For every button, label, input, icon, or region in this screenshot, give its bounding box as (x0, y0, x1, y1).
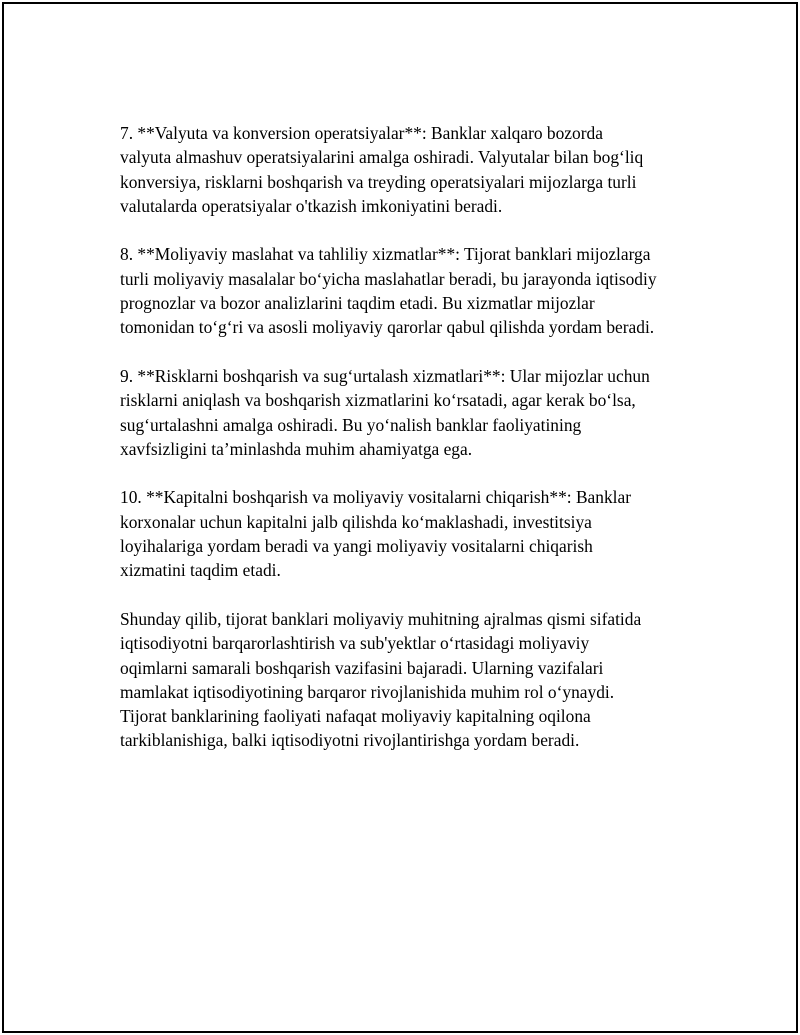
text-line: prognozlar va bozor analizlarini taqdim etadi. Bu xizmatlar mijozlar (120, 293, 595, 314)
paragraph-risk-management (120, 364, 710, 461)
text-line: xavfsizligini ta’minlashda muhim ahamiyatga ega. (120, 438, 473, 459)
text-line: valutalarda operatsiyalar o'tkazish imkoniyatini beradi. (120, 195, 503, 216)
text-line: loyihalariga yordam beradi va yangi moliyaviy vositalarni chiqarish (120, 536, 593, 557)
paragraph-financial-advice (120, 242, 710, 339)
paragraph-conclusion (120, 607, 710, 753)
text-line: sug‘urtalashni amalga oshiradi. Bu yo‘nalish banklar faoliyatining (120, 414, 582, 435)
text-line: 9. **Risklarni boshqarish va sug‘urtalash xizmatlari**: Ular mijozlar uchun (120, 365, 650, 386)
text-line: tomonidan to‘g‘ri va asosli moliyaviy qarorlar qabul qilishda yordam beradi. (120, 317, 655, 338)
document-body (120, 121, 710, 777)
text-line: xizmatini taqdim etadi. (120, 560, 281, 581)
text-line: mamlakat iqtisodiyotining barqaror rivojlanishida muhim rol o‘ynaydi. (120, 681, 615, 702)
text-line: konversiya, risklarni boshqarish va treyding operatsiyalari mijozlarga turli (120, 171, 637, 192)
text-line: 8. **Moliyaviy maslahat va tahliliy xizmatlar**: Tijorat banklari mijozlarga (120, 244, 651, 265)
text-line: tarkiblanishiga, balki iqtisodiyotni rivojlantirishga yordam beradi. (120, 730, 580, 751)
text-line: valyuta almashuv operatsiyalarini amalga oshiradi. Valyutalar bilan bog‘liq (120, 147, 644, 168)
text-line: oqimlarni samarali boshqarish vazifasini bajaradi. Ularning vazifalari (120, 657, 604, 678)
text-line: 7. **Valyuta va konversion operatsiyalar**: Banklar xalqaro bozorda (120, 123, 603, 143)
text-line: 10. **Kapitalni boshqarish va moliyaviy vositalarni chiqarish**: Banklar (120, 487, 631, 508)
text-line: Tijorat banklarining faoliyati nafaqat moliyaviy kapitalning oqilona (120, 706, 591, 727)
text-line: Shunday qilib, tijorat banklari moliyaviy muhitning ajralmas qismi sifatida (120, 608, 642, 629)
text-line: korxonalar uchun kapitalni jalb qilishda ko‘maklashadi, investitsiya (120, 511, 592, 532)
page-frame (2, 2, 798, 1033)
text-line: turli moliyaviy masalalar bo‘yicha maslahatlar beradi, bu jarayonda iqtisodiy (120, 268, 657, 289)
text-line: risklarni aniqlash va boshqarish xizmatlarini ko‘rsatadi, agar kerak bo‘lsa, (120, 390, 636, 411)
text-line: iqtisodiyotni barqarorlashtirish va sub'yektlar o‘rtasidagi moliyaviy (120, 633, 590, 654)
paragraph-currency-operations (120, 121, 710, 218)
paragraph-capital-management (120, 485, 710, 582)
